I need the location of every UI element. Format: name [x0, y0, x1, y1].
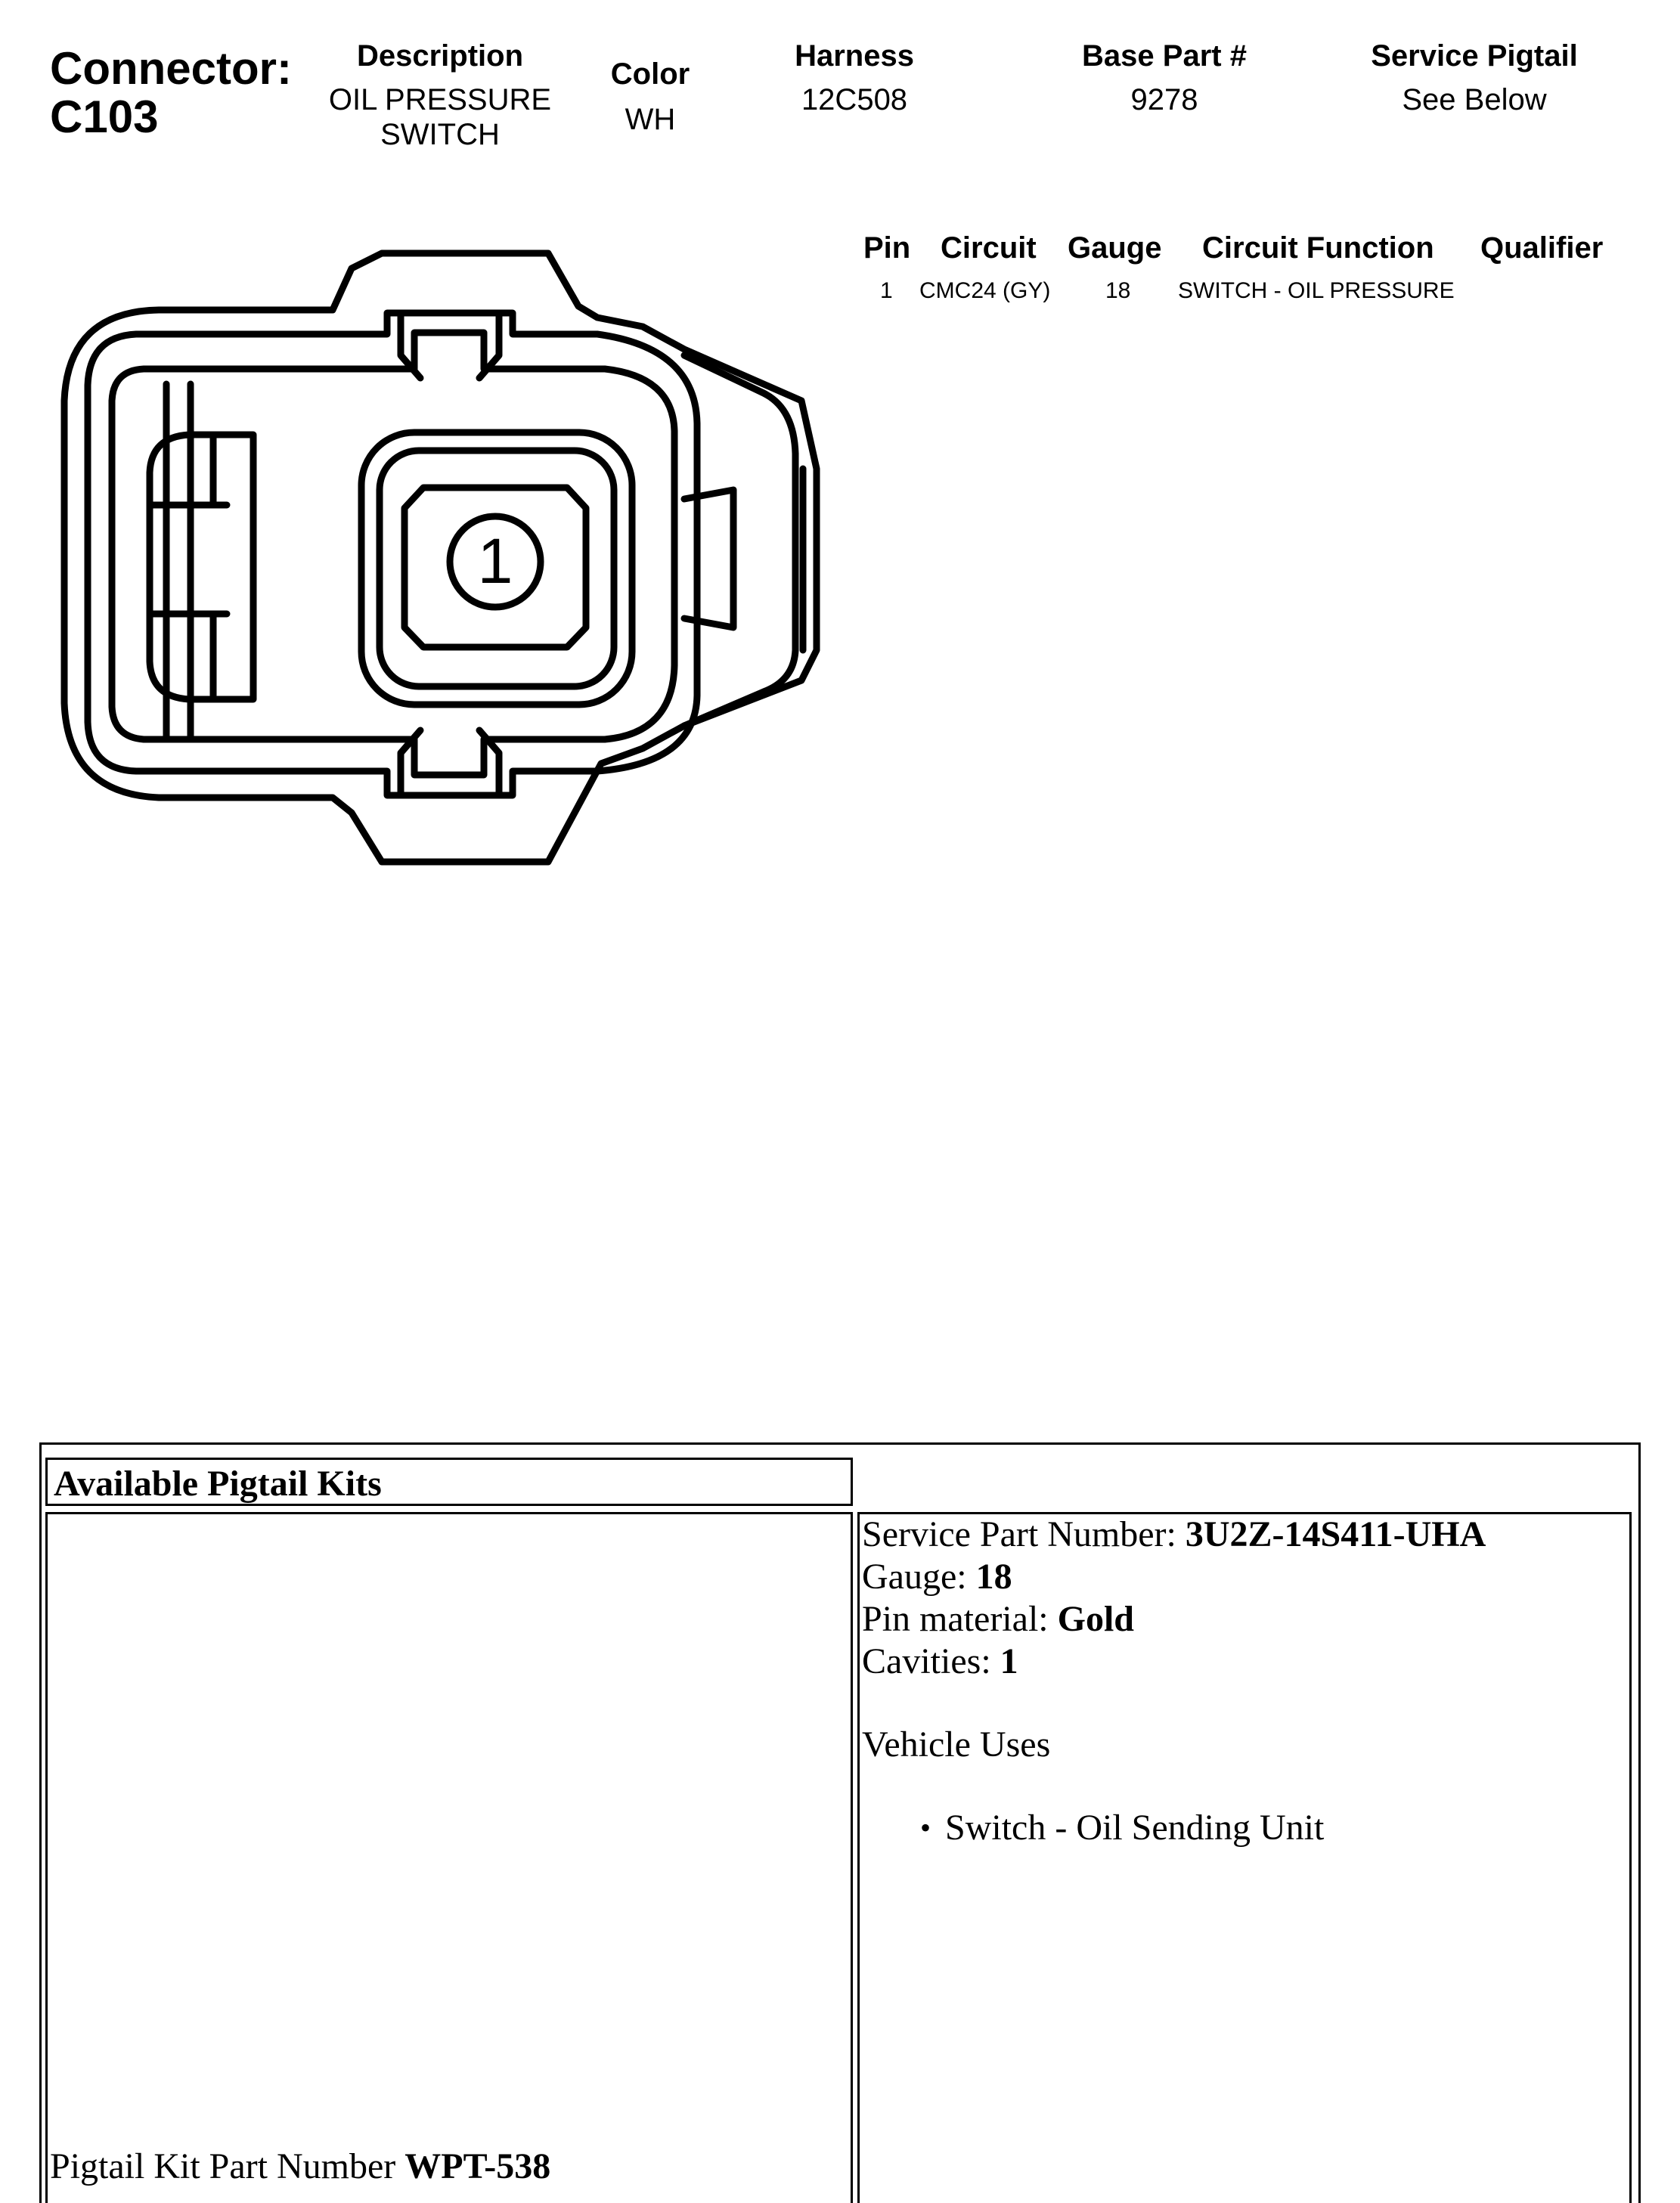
pin-row-gauge: 18 [1105, 278, 1131, 303]
description-value-line2: SWITCH [380, 118, 500, 151]
color-header: Color [610, 57, 690, 91]
service-part-line [862, 1514, 1486, 1556]
pin-row-pin: 1 [880, 278, 893, 303]
gauge-label: Gauge: [862, 1557, 976, 1597]
vehicle-use-item: • Switch - Oil Sending Unit [906, 1807, 1486, 1849]
harness-value: 12C508 [801, 83, 908, 116]
latch-detail-bottom [150, 614, 227, 696]
connector-face-diagram [45, 227, 832, 892]
color-column [575, 57, 726, 137]
pigtail-title: Available Pigtail Kits [54, 1464, 382, 1504]
gauge-header: Gauge [1068, 231, 1162, 265]
pigtail-kit-part-number [50, 2146, 550, 2188]
service-pigtail-value: See Below [1402, 83, 1547, 116]
pin-row-circuit: CMC24 (GY) [919, 278, 1051, 303]
lock-ramp [684, 355, 795, 726]
pin-material-value: Gold [1057, 1599, 1134, 1639]
pin-material-line [862, 1598, 1486, 1641]
service-part-label: Service Part Number: [862, 1514, 1186, 1554]
base-part-value: 9278 [1130, 83, 1198, 116]
base-part-header: Base Part # [1082, 39, 1247, 73]
pin-header: Pin [863, 231, 911, 265]
service-part-value: 3U2Z-14S411-UHA [1185, 1514, 1486, 1554]
description-value-line1: OIL PRESSURE [328, 83, 552, 116]
description-header: Description [356, 39, 524, 73]
gauge-value: 18 [975, 1557, 1012, 1597]
cavities-label: Cavities: [862, 1641, 1000, 1681]
lock-tab [684, 490, 733, 627]
harness-header: Harness [795, 39, 914, 73]
pigtail-details [862, 1514, 1486, 1849]
circuit-header: Circuit [941, 231, 1037, 265]
housing-inner [88, 313, 697, 795]
housing-contour [112, 333, 674, 775]
connector-id: C103 [50, 91, 159, 142]
base-part-column [1043, 39, 1285, 117]
gauge-line [862, 1556, 1486, 1598]
qualifier-header: Qualifier [1480, 231, 1604, 265]
pin-material-label: Pin material: [862, 1599, 1058, 1639]
service-pigtail-column [1331, 39, 1618, 117]
kit-part-value: WPT-538 [405, 2146, 551, 2186]
pin-label: 1 [477, 525, 513, 596]
circuit-function-header: Circuit Function [1202, 231, 1434, 265]
vehicle-uses-list [906, 1807, 1486, 1849]
kit-part-label: Pigtail Kit Part Number [50, 2146, 405, 2186]
pin-row-function: SWITCH - OIL PRESSURE [1178, 278, 1455, 303]
service-pigtail-header: Service Pigtail [1371, 39, 1578, 73]
color-value: WH [625, 103, 676, 136]
cavities-line [862, 1641, 1486, 1683]
vehicle-uses-title: Vehicle Uses [862, 1724, 1051, 1765]
connector-label: Connector: [50, 43, 292, 94]
harness-column [741, 39, 968, 117]
cavities-value: 1 [1000, 1641, 1018, 1681]
description-column [289, 39, 591, 152]
pigtail-image-box [45, 1512, 853, 2203]
pigtail-title-box [45, 1458, 853, 1506]
